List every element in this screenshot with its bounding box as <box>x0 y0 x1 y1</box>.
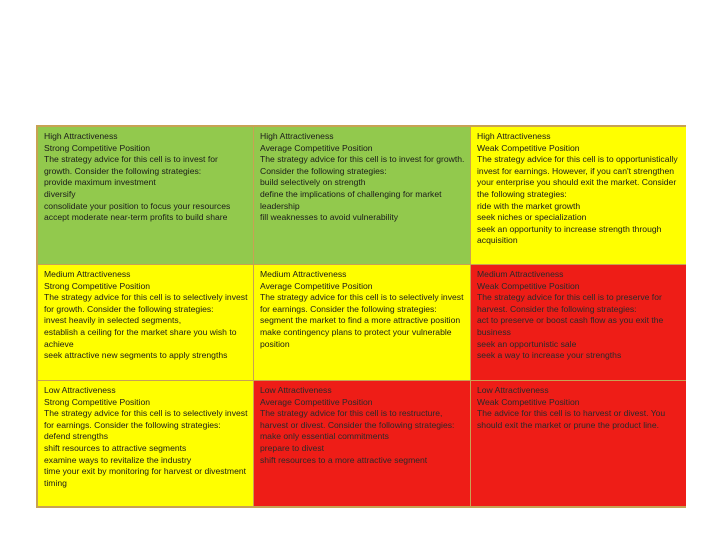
cell-position-label: Strong Competitive Position <box>44 396 151 407</box>
cell-text-line: consolidate your position to focus your resources <box>44 200 231 211</box>
cell-text-line: define the implications of challenging for market leadership <box>260 188 442 211</box>
matrix-cell <box>38 265 253 380</box>
cell-text-line: The strategy advice for this cell is to invest for growth. Consider the following strategies: <box>260 154 465 176</box>
cell-text-line: fill weaknesses to avoid vulnerability <box>260 212 399 223</box>
cell-text-line: time your exit by monitoring for harvest or divestment timing <box>44 466 247 488</box>
cell-attractiveness-label: High Attractiveness <box>260 131 334 141</box>
matrix-cell <box>471 265 686 380</box>
cell-attractiveness-label: High Attractiveness <box>44 131 118 141</box>
matrix-cell <box>254 265 470 380</box>
cell-text-line: The strategy advice for this cell is to preserve for harvest. Consider the following strategies: <box>477 292 662 314</box>
cell-attractiveness-label: Medium Attractiveness <box>260 269 347 279</box>
matrix-cell <box>38 127 253 264</box>
cell-attractiveness-label: Low Attractiveness <box>44 385 116 395</box>
cell-text-line: provide maximum investment <box>44 177 156 188</box>
cell-text-line: diversify <box>44 188 76 199</box>
cell-text-line: The strategy advice for this cell is to selectively invest for growth. Consider the following strategies: <box>44 292 248 314</box>
cell-text-line: invest heavily in selected segments, <box>44 315 182 326</box>
cell-position-label: Average Competitive Position <box>260 142 373 153</box>
cell-text-line: defend strengths <box>44 431 109 442</box>
cell-text-line: accept moderate near-term profits to build share <box>44 212 228 223</box>
matrix-cell <box>471 127 686 264</box>
cell-position-label: Weak Competitive Position <box>477 142 580 153</box>
cell-attractiveness-label: Medium Attractiveness <box>477 269 564 279</box>
cell-text-line: seek an opportunity to increase strength through acquisition <box>477 223 662 246</box>
cell-text-line: The advice for this cell is to harvest or divest. You should exit the market or prune the product line. <box>477 408 666 430</box>
cell-attractiveness-label: Medium Attractiveness <box>44 269 131 279</box>
cell-attractiveness-label: High Attractiveness <box>477 131 551 141</box>
matrix-cell <box>254 381 470 506</box>
cell-text-line: shift resources to a more attractive segment <box>260 454 428 465</box>
cell-text-line: build selectively on strength <box>260 177 366 188</box>
cell-text-line: establish a ceiling for the market share you wish to achieve <box>44 326 237 349</box>
cell-position-label: Average Competitive Position <box>260 280 373 291</box>
cell-text-line: make only essential commitments <box>260 431 389 442</box>
cell-text-line: The strategy advice for this cell is to selectively invest for earnings. Consider the following strategies: <box>260 292 464 314</box>
cell-position-label: Strong Competitive Position <box>44 280 151 291</box>
cell-text-line: The strategy advice for this cell is to restructure, harvest or divest. Consider the following strategies: <box>260 408 455 430</box>
cell-text-line: segment the market to find a more attractive position <box>260 315 461 326</box>
cell-text-line: ride with the market growth <box>477 200 581 211</box>
cell-text-line: seek an opportunistic sale <box>477 338 577 349</box>
cell-position-label: Weak Competitive Position <box>477 396 580 407</box>
cell-text-line: The strategy advice for this cell is to selectively invest for earnings. Consider the following strategies: <box>44 408 248 430</box>
cell-text-line: shift resources to attractive segments <box>44 442 187 453</box>
cell-text-line: seek niches or specialization <box>477 212 587 223</box>
cell-position-label: Average Competitive Position <box>260 396 373 407</box>
matrix-cell <box>38 381 253 506</box>
cell-position-label: Strong Competitive Position <box>44 142 151 153</box>
cell-text-line: examine ways to revitalize the industry <box>44 454 192 465</box>
cell-text-line: seek attractive new segments to apply strengths <box>44 350 228 361</box>
cell-text-line: The strategy advice for this cell is to invest for growth. Consider the following strategies: <box>44 154 218 176</box>
cell-attractiveness-label: Low Attractiveness <box>477 385 549 395</box>
cell-text-line: make contingency plans to protect your vulnerable position <box>260 326 452 349</box>
matrix-cell <box>471 381 686 506</box>
matrix-cell <box>254 127 470 264</box>
strategy-matrix <box>36 125 686 508</box>
cell-text-line: prepare to divest <box>260 442 325 453</box>
cell-attractiveness-label: Low Attractiveness <box>260 385 332 395</box>
cell-position-label: Weak Competitive Position <box>477 280 580 291</box>
cell-text-line: The strategy advice for this cell is to opportunistically invest for earnings. However, if you can't strengthen your enterprise you should exit the market. Consider the following strategies: <box>477 154 678 199</box>
cell-text-line: act to preserve or boost cash flow as you exit the business <box>477 315 664 337</box>
cell-text-line: seek a way to increase your strengths <box>477 350 622 361</box>
